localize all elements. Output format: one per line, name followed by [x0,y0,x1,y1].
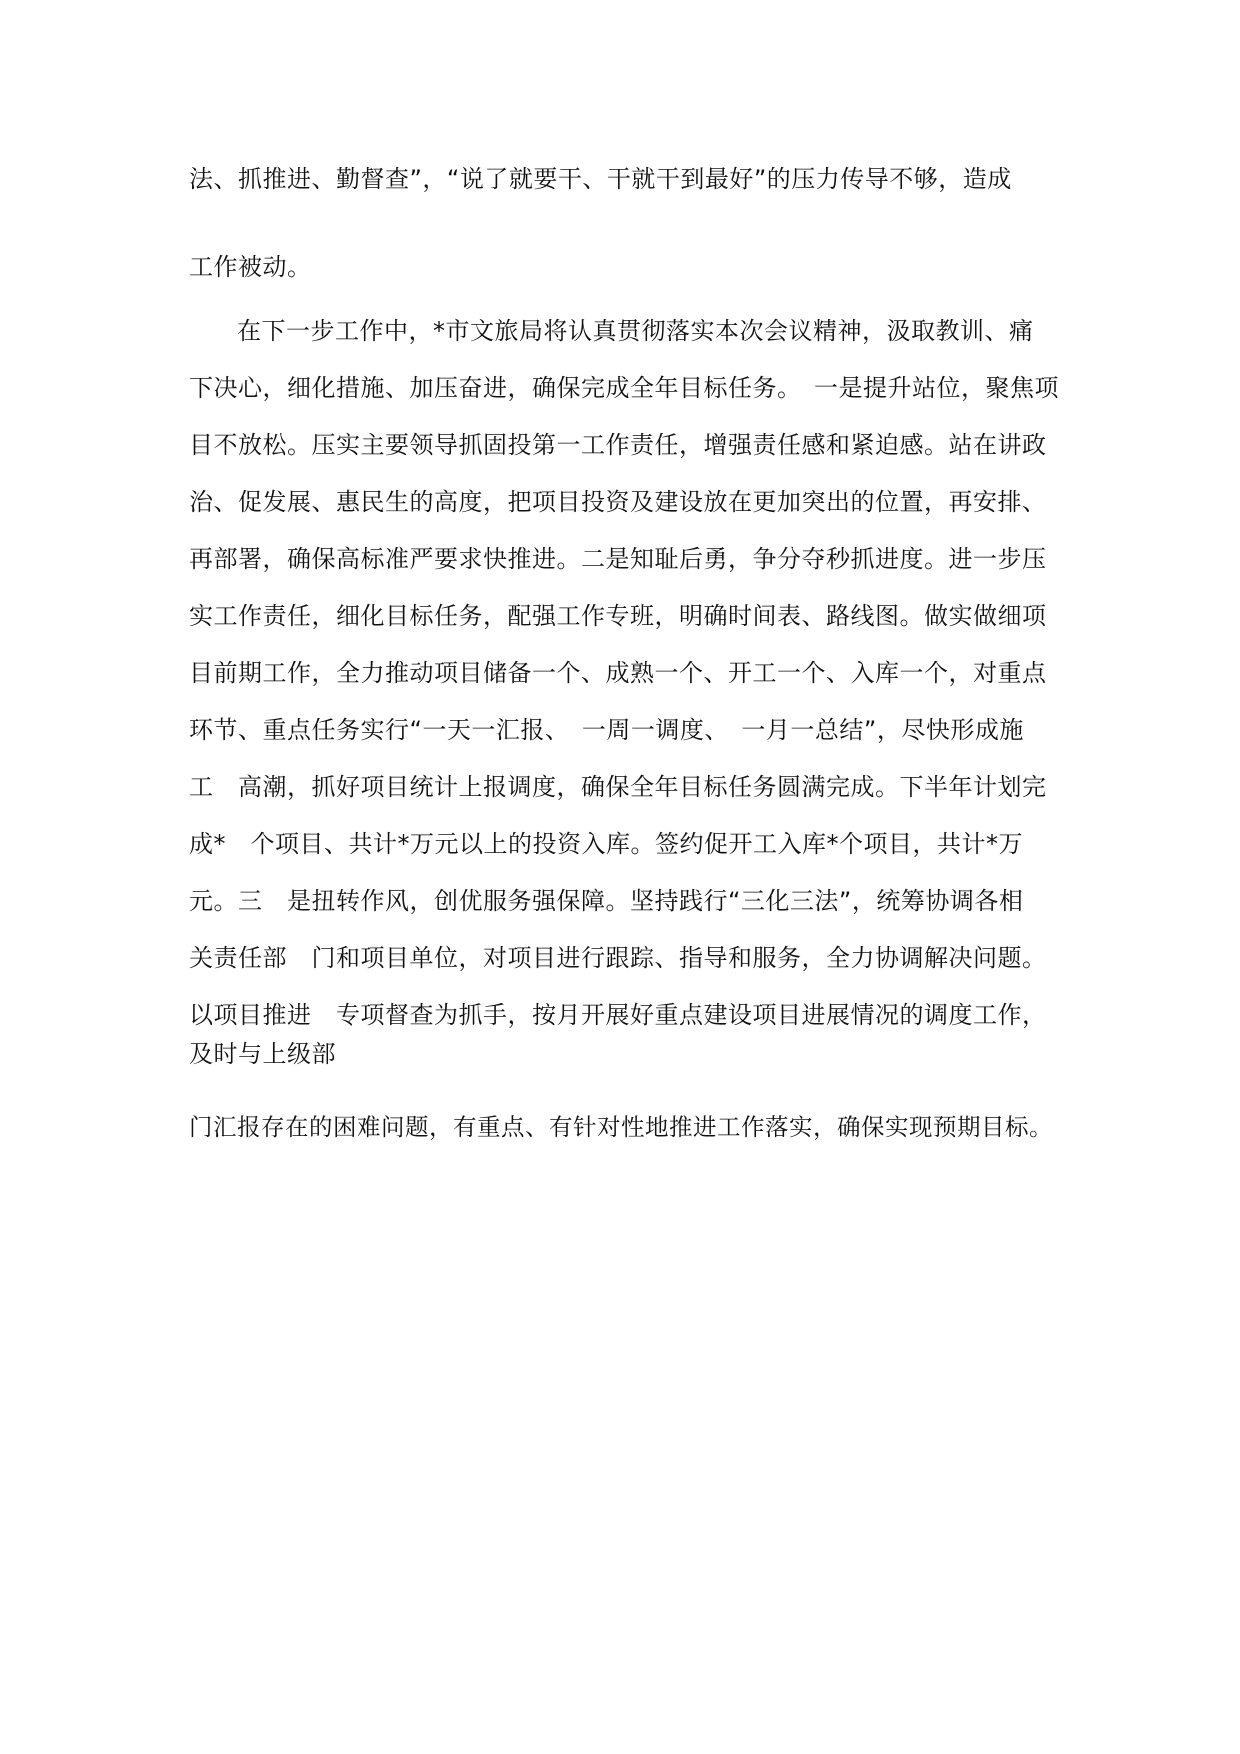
text-line-15: 以项目推进 专项督查为抓手，按月开展好重点建设项目进展情况的调度工作， [189,1001,1047,1029]
text-line-4: 下决心，细化措施、加压奋进，确保完成全年目标任务。 一是提升站位，聚焦项 [189,374,1059,402]
text-line-3: 在下一步工作中，*市文旅局将认真贯彻落实本次会议精神，汲取教训、痛 [237,317,1034,345]
text-line-17: 门汇报存在的困难问题，有重点、有针对性地推进工作落实，确保实现预期目标。 [189,1113,1053,1141]
text-line-10: 环节、重点任务实行“一天一汇报、 一周一调度、 一月一总结”，尽快形成施 [189,716,1024,744]
text-line-8: 实工作责任，细化目标任务，配强工作专班，明确时间表、路线图。做实做细项 [189,602,1047,630]
text-line-16: 及时与上级部 [189,1040,336,1068]
text-line-11: 工 高潮，抓好项目统计上报调度，确保全年目标任务圆满完成。下半年计划完 [189,773,1047,801]
text-line-13: 元。三 是扭转作风，创优服务强保障。坚持践行“三化三法”，统筹协调各相 [189,887,1024,915]
text-line-7: 再部署，确保高标准严要求快推进。二是知耻后勇，争分夺秒抓进度。进一步压 [189,545,1047,573]
text-line-12: 成* 个项目、共计*万元以上的投资入库。签约促开工入库*个项目，共计*万 [189,830,1023,858]
text-line-6: 治、促发展、惠民生的高度，把项目投资及建设放在更加突出的位置，再安排、 [189,488,1047,516]
text-line-14: 关责任部 门和项目单位，对项目进行跟踪、指导和服务，全力协调解决问题。 [189,944,1047,972]
text-line-1: 法、抓推进、勤督查”，“说了就要干、干就干到最好”的压力传导不够，造成 [189,165,1012,193]
text-line-9: 目前期工作，全力推动项目储备一个、成熟一个、开工一个、入库一个，对重点 [189,659,1047,687]
text-line-2: 工作被动。 [189,253,312,281]
text-line-5: 目不放松。压实主要领导抓固投第一工作责任，增强责任感和紧迫感。站在讲政 [189,431,1047,459]
